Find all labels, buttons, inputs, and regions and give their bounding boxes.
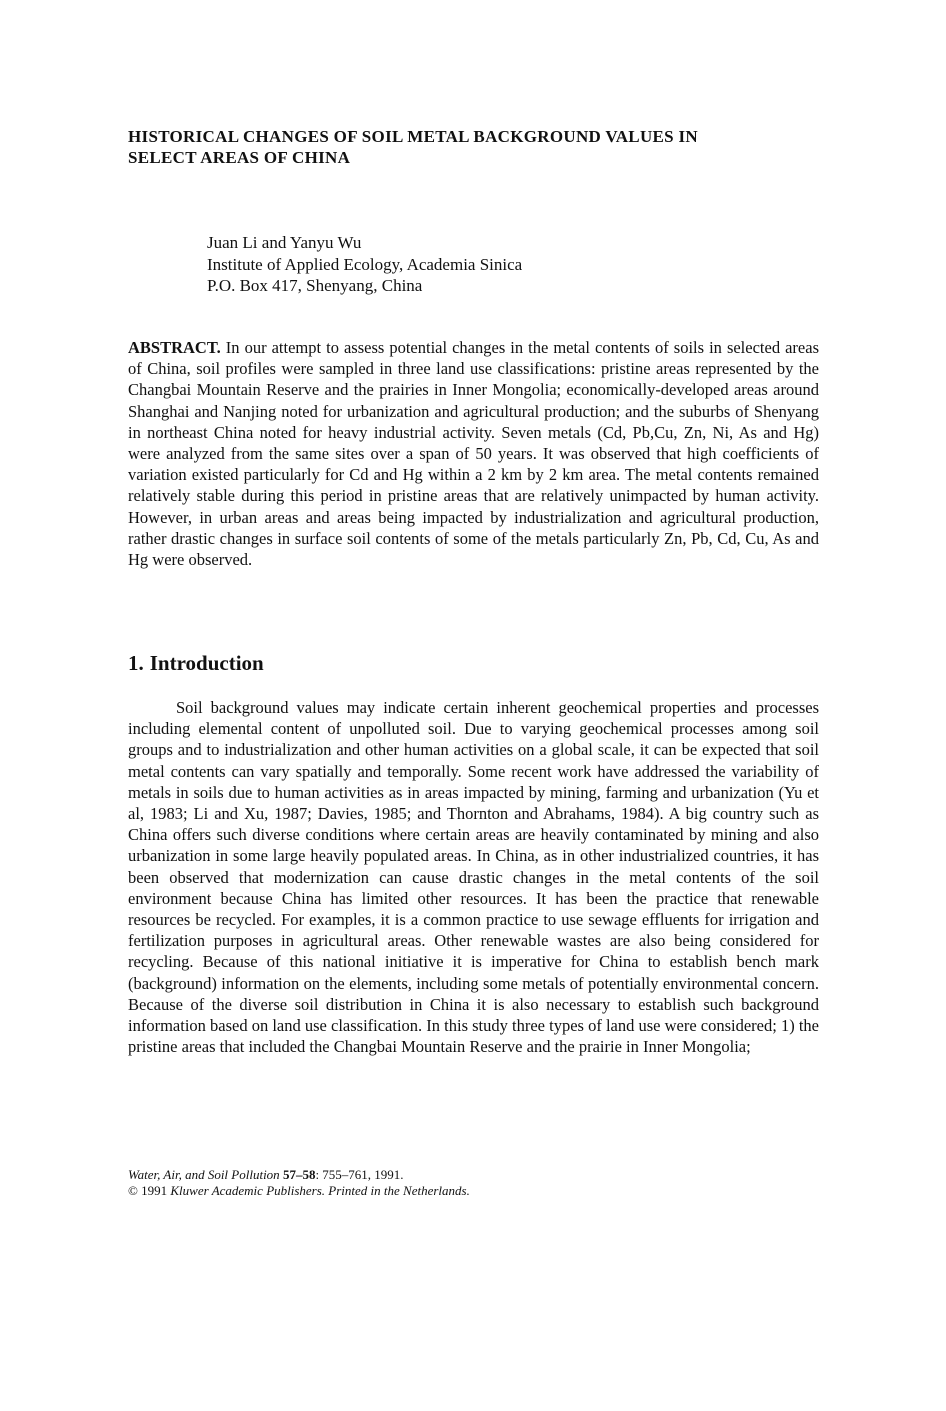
- section-heading: [128, 650, 264, 676]
- author-names: Juan Li and Yanyu Wu: [207, 233, 362, 252]
- journal-name: Water, Air, and Soil Pollution: [128, 1167, 280, 1182]
- section-number: 1.: [128, 651, 144, 675]
- paper-title: [128, 126, 828, 168]
- section-title: Introduction: [149, 651, 264, 675]
- copyright-line: [128, 1183, 470, 1199]
- abstract: [128, 337, 819, 570]
- author-address: P.O. Box 417, Shenyang, China: [207, 276, 423, 295]
- title-line-2: SELECT AREAS OF CHINA: [128, 148, 351, 167]
- abstract-label: ABSTRACT.: [128, 338, 221, 357]
- journal-pages: : 755–761, 1991.: [315, 1167, 404, 1182]
- abstract-text: In our attempt to assess potential changes in the metal contents of soils in selected areas of China, soil profiles were sampled in three land use classifications: pristine areas represented by the Changbai Mountain Reserve and the prairies in Inner Mongolia; economically-developed areas around Shanghai and Nanjing noted for urbanization and agricultural production; and the suburbs of Shenyang in northeast China noted for heavy industrial activity. Seven metals (Cd, Pb,Cu, Zn, Ni, As and Hg) were analyzed from the same sites over a span of 50 years. It was observed that high coefficients of variation existed particularly for Cd and Hg within a 2 km by 2 km area. The metal contents remained relatively stable during this period in pristine areas that are relatively unimpacted by human activity. However, in urban areas and areas being impacted by industrialization and agricultural production, rather drastic changes in surface soil contents of some of the metals particularly Zn, Pb, Cd, Cu, As and Hg were observed.: [128, 338, 819, 570]
- journal-citation: [128, 1167, 470, 1183]
- publisher-line: Kluwer Academic Publishers. Printed in the Netherlands.: [170, 1183, 470, 1198]
- author-affiliation: Institute of Applied Ecology, Academia Sinica: [207, 254, 523, 274]
- footer-citation: [128, 1167, 470, 1199]
- introduction-paragraph: Soil background values may indicate certain inherent geochemical properties and processes including elemental content of unpolluted soil. Due to varying geochemical processes among soil groups and to industrialization and other human activities on a global scale, it can be expected that soil metal contents can vary spatially and temporally. Some recent work have addressed the variability of metals in soils due to human activities as in areas impacted by mining, farming and urbanization (Yu et al, 1983; Li and Xu, 1987; Davies, 1985; and Thornton and Abrahams, 1984). A big country such as China offers such diverse conditions where certain areas are heavily contaminated by mining and also urbanization in some large heavily populated areas. In China, as in other industrialized countries, it has been observed that modernization can cause drastic changes in the metal contents of the soil environment because China has limited other resources. It has been the practice that renewable resources be recycled. For examples, it is a common practice to use sewage effluents for irrigation and fertilization purposes in agricultural areas. Other renewable wastes are also being considered for recycling. Because of this national initiative it is imperative for China to establish bench mark (background) information on the elements, including some metals of potentially environmental concern. Because of the diverse soil distribution in China it is also necessary to establish such background information based on land use classification. In this study three types of land use were considered; 1) the pristine areas that included the Changbai Mountain Reserve and the prairie in Inner Mongolia;: [128, 698, 819, 1057]
- copyright-year: © 1991: [128, 1183, 168, 1198]
- journal-volume: 57–58: [282, 1167, 316, 1182]
- title-line-1: HISTORICAL CHANGES OF SOIL METAL BACKGROUND VALUES IN: [128, 127, 698, 146]
- author-block: [207, 232, 522, 297]
